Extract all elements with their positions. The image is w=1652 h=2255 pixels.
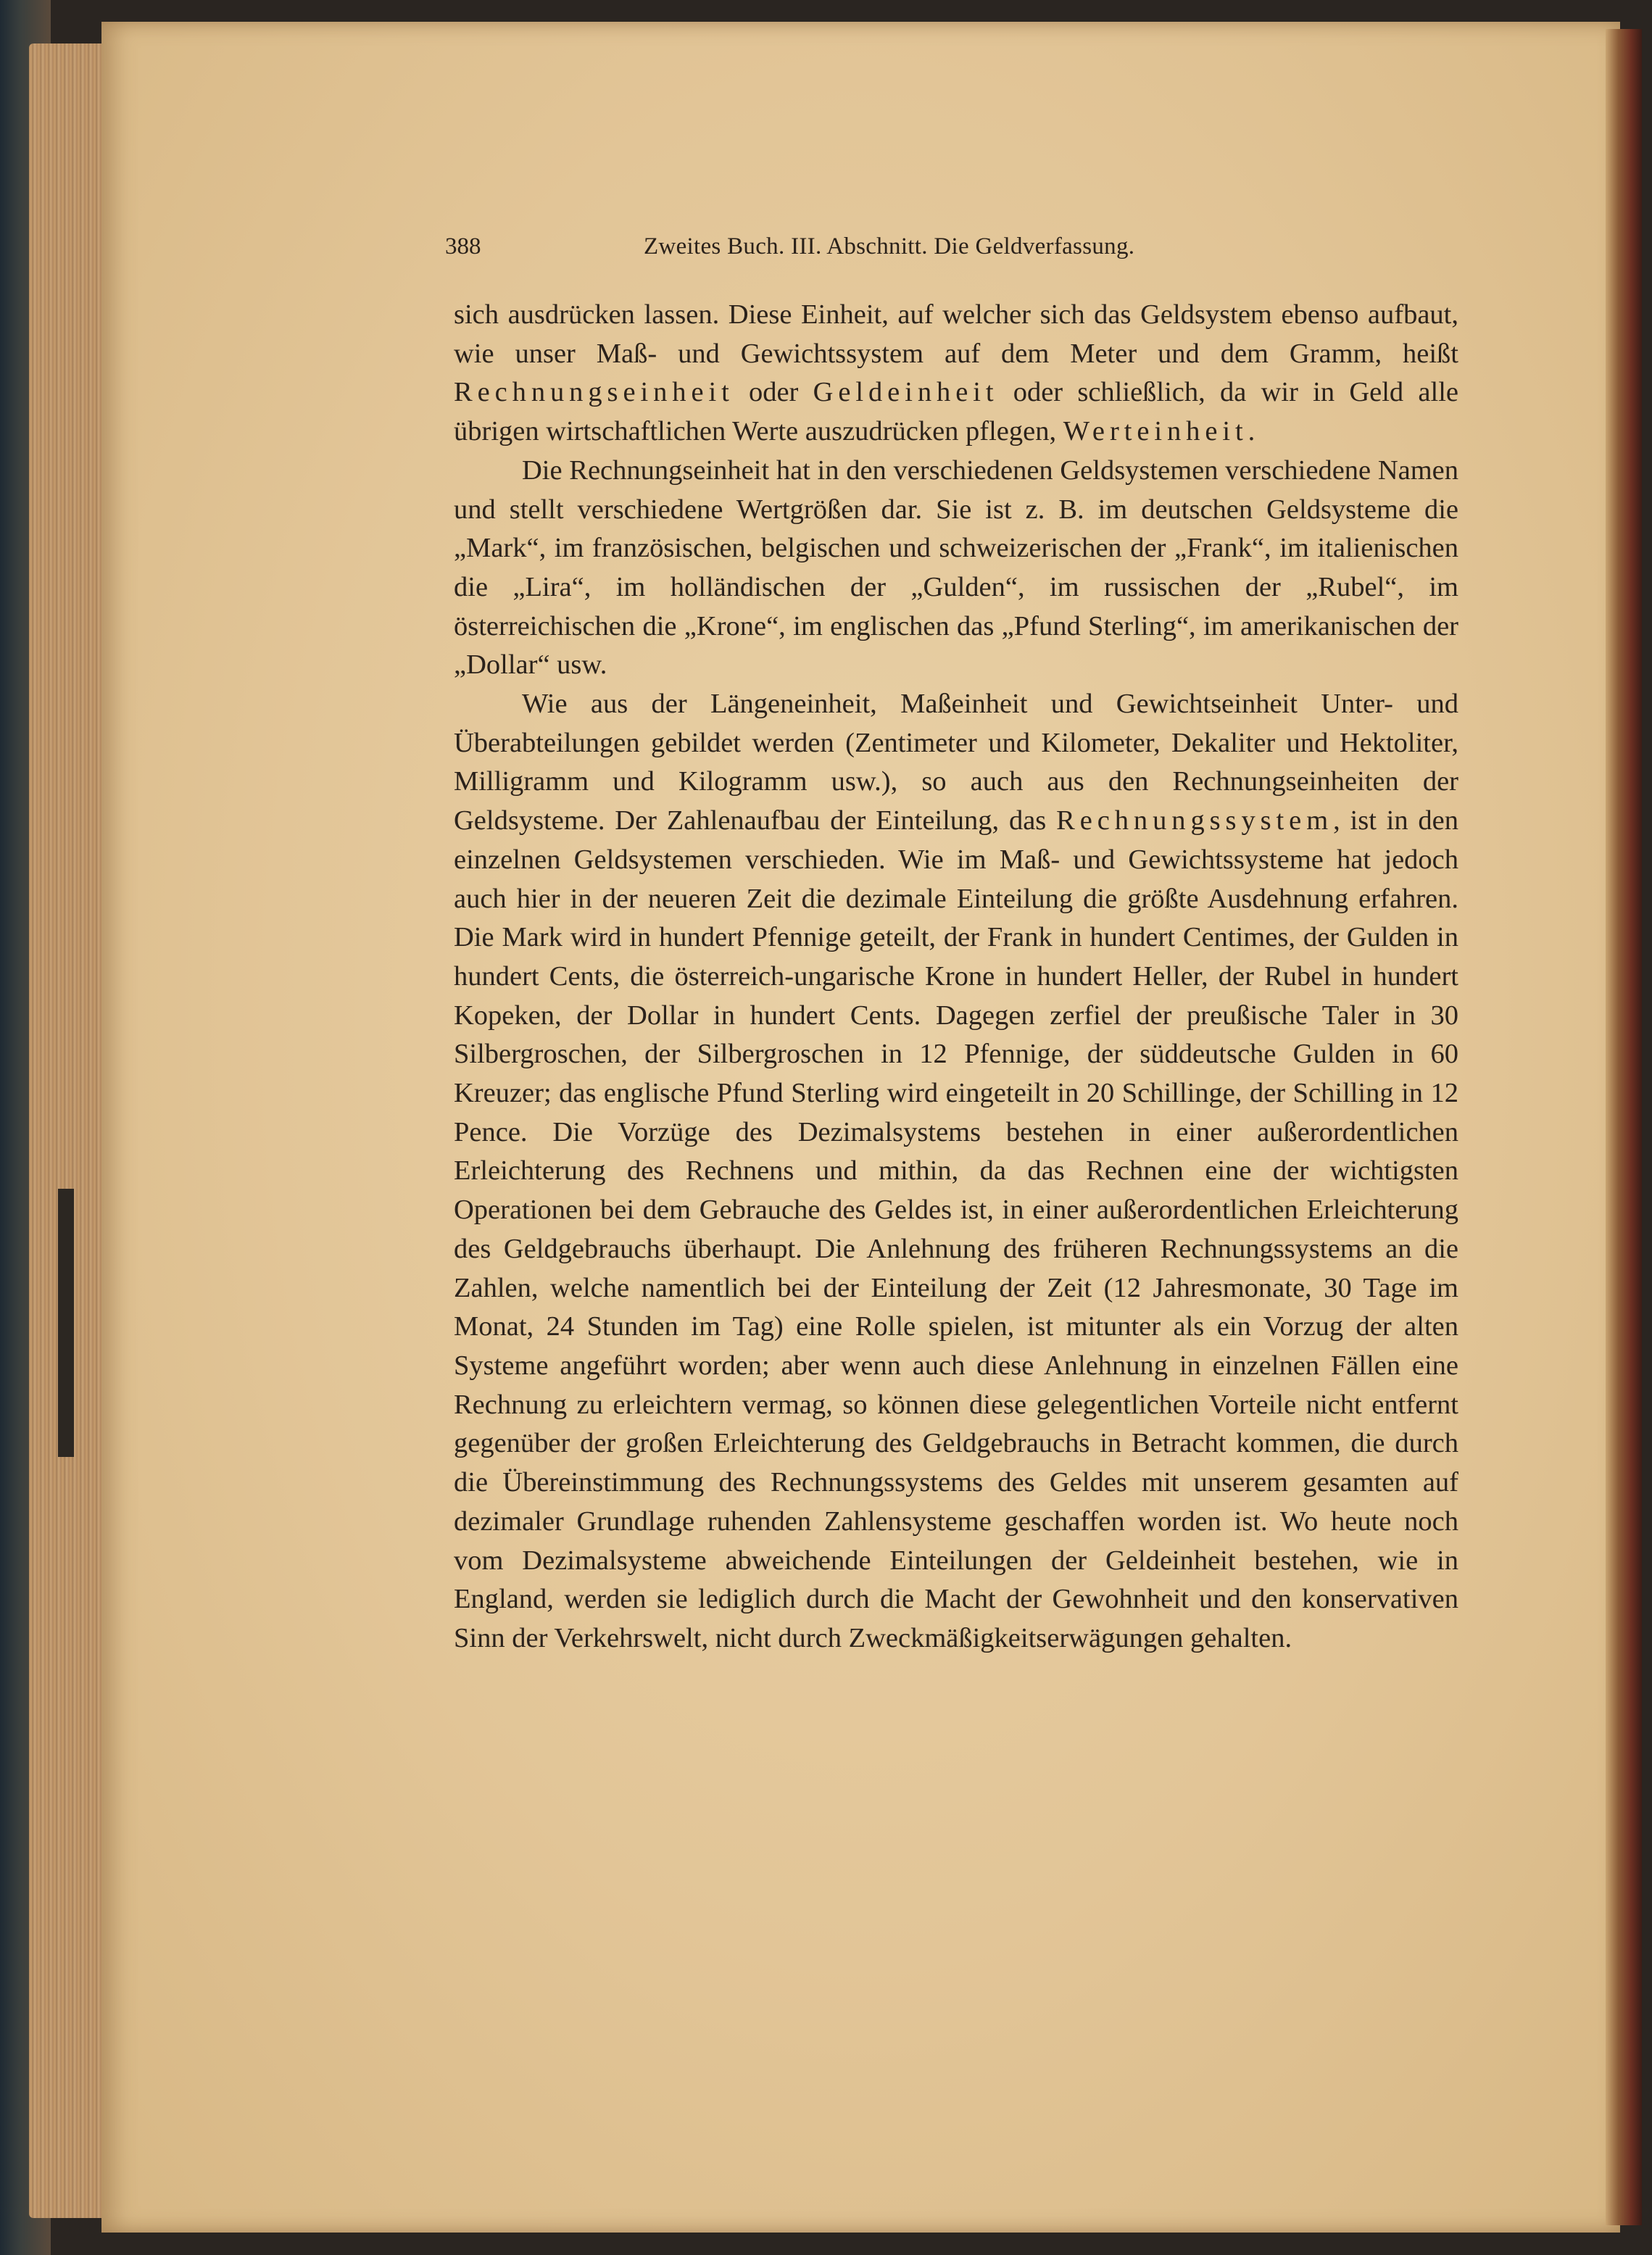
text-segment: , ist in den einzelnen Geldsystemen verschieden. Wie im Maß- und Gewichtssysteme hat jedoch auch hier in der neueren Zeit die dezimale Einteilung die größte Ausdehnung erfahren. Die Mark wird in hundert Pfennige geteilt, der Frank in hundert Centimes, der Gulden in hundert Cents, die österreich-ungarische Krone in hundert Heller, der Rubel in hundert Kopeken, der Dollar in hundert Cents. Dagegen zerfiel der preußische Taler in 30 Silbergroschen, der Silbergroschen in 12 Pfennige, der süddeutsche Gulden in 60 Kreuzer; das englische Pfund Sterling wird eingeteilt in 20 Schillinge, der Schilling in 12 Pence. Die Vorzüge des Dezimalsystems bestehen in einer außerordentlichen Erleichterung des Rechnens und mithin, da das Rechnen eine der wichtigsten Operationen bei dem Gebrauche des Geldes ist, in einer außerordentlichen Erleichterung des Geldgebrauchs überhaupt. Die Anlehnung des früheren Rechnungssystems an die Zahlen, welche namentlich bei der Einteilung der Zeit (12 Jahresmonate, 30 Tage im Monat, 24 Stunden im Tag) eine Rolle spielen, ist mitunter als ein Vorzug der alten Systeme angeführt worden; aber wenn auch diese Anlehnung in einzelnen Fällen eine Rechnung zu erleichtern vermag, so können diese gelegentlichen Vorteile nicht entfernt gegenüber der großen Erleichterung des Geldgebrauchs in Betracht kommen, die durch die Übereinstimmung des Rechnungssystems des Geldes mit unserem gesamten auf dezimaler Grundlage ruhenden Zahlensysteme geschaffen worden ist. Wo heute noch vom Dezimalsysteme abweichende Einteilungen der Geldeinheit bestehen, wie in England, werden sie lediglich durch die Macht der Gewohnheit und den konservativen Sinn der Verkehrswelt, nicht durch Zweckmäßigkeitserwägungen gehalten. xyxy=(454,805,1458,1653)
text-segment: oder schließlich, da wir in Geld alle übrigen wirtschaftlichen Werte auszudrücken pflegen, xyxy=(454,377,1458,447)
text-segment: sich ausdrücken lassen. Diese Einheit, auf welcher sich das Geldsystem ebenso aufbaut, wie unser Maß- und Gewichtssystem auf dem Meter und dem Gramm, heißt xyxy=(454,299,1458,369)
text-segment: Wie aus der Längeneinheit, Maßeinheit und Gewichtseinheit Unter- und Überabteilungen gebildet werden (Zentimeter und Kilometer, Dekaliter und Hektoliter, Milligramm und Kilogramm usw.), so auch aus den Rechnungseinheiten der Geldsysteme. Der Zahlenaufbau der Einteilung, das xyxy=(454,689,1458,836)
page-number: 388 xyxy=(445,233,481,259)
running-head: Zweites Buch. III. Abschnitt. Die Geldverfassung. xyxy=(644,233,1135,259)
book-gutter xyxy=(1606,29,1642,2225)
emphasized-term: Werteinheit xyxy=(1063,416,1248,447)
emphasized-term: Geldeinheit xyxy=(813,377,999,408)
text-segment: oder xyxy=(734,377,813,408)
paragraph-1 xyxy=(454,296,1458,452)
paragraph-3 xyxy=(454,685,1458,1658)
emphasized-term: Rechnungssystem xyxy=(1056,805,1334,836)
body-text xyxy=(454,296,1458,1658)
text-segment: Die Rechnungseinheit hat in den verschiedenen Geldsystemen verschiedene Namen und stellt verschiedene Wertgrößen dar. Sie ist z. B. im deutschen Geldsysteme die „Mark“, im französischen, belgischen und schweizerischen der „Frank“, im italienischen die „Lira“, im holländischen der „Gulden“, im russischen der „Rubel“, im österreichischen die „Krone“, im englischen das „Pfund Sterling“, im amerikanischen der „Dollar“ usw. xyxy=(454,454,1458,681)
emphasized-term: Rechnungseinheit xyxy=(454,377,734,408)
text-segment: . xyxy=(1248,416,1255,447)
page-edge-tab xyxy=(58,1189,74,1457)
paragraph-2 xyxy=(454,452,1458,685)
page-header xyxy=(445,233,1467,274)
